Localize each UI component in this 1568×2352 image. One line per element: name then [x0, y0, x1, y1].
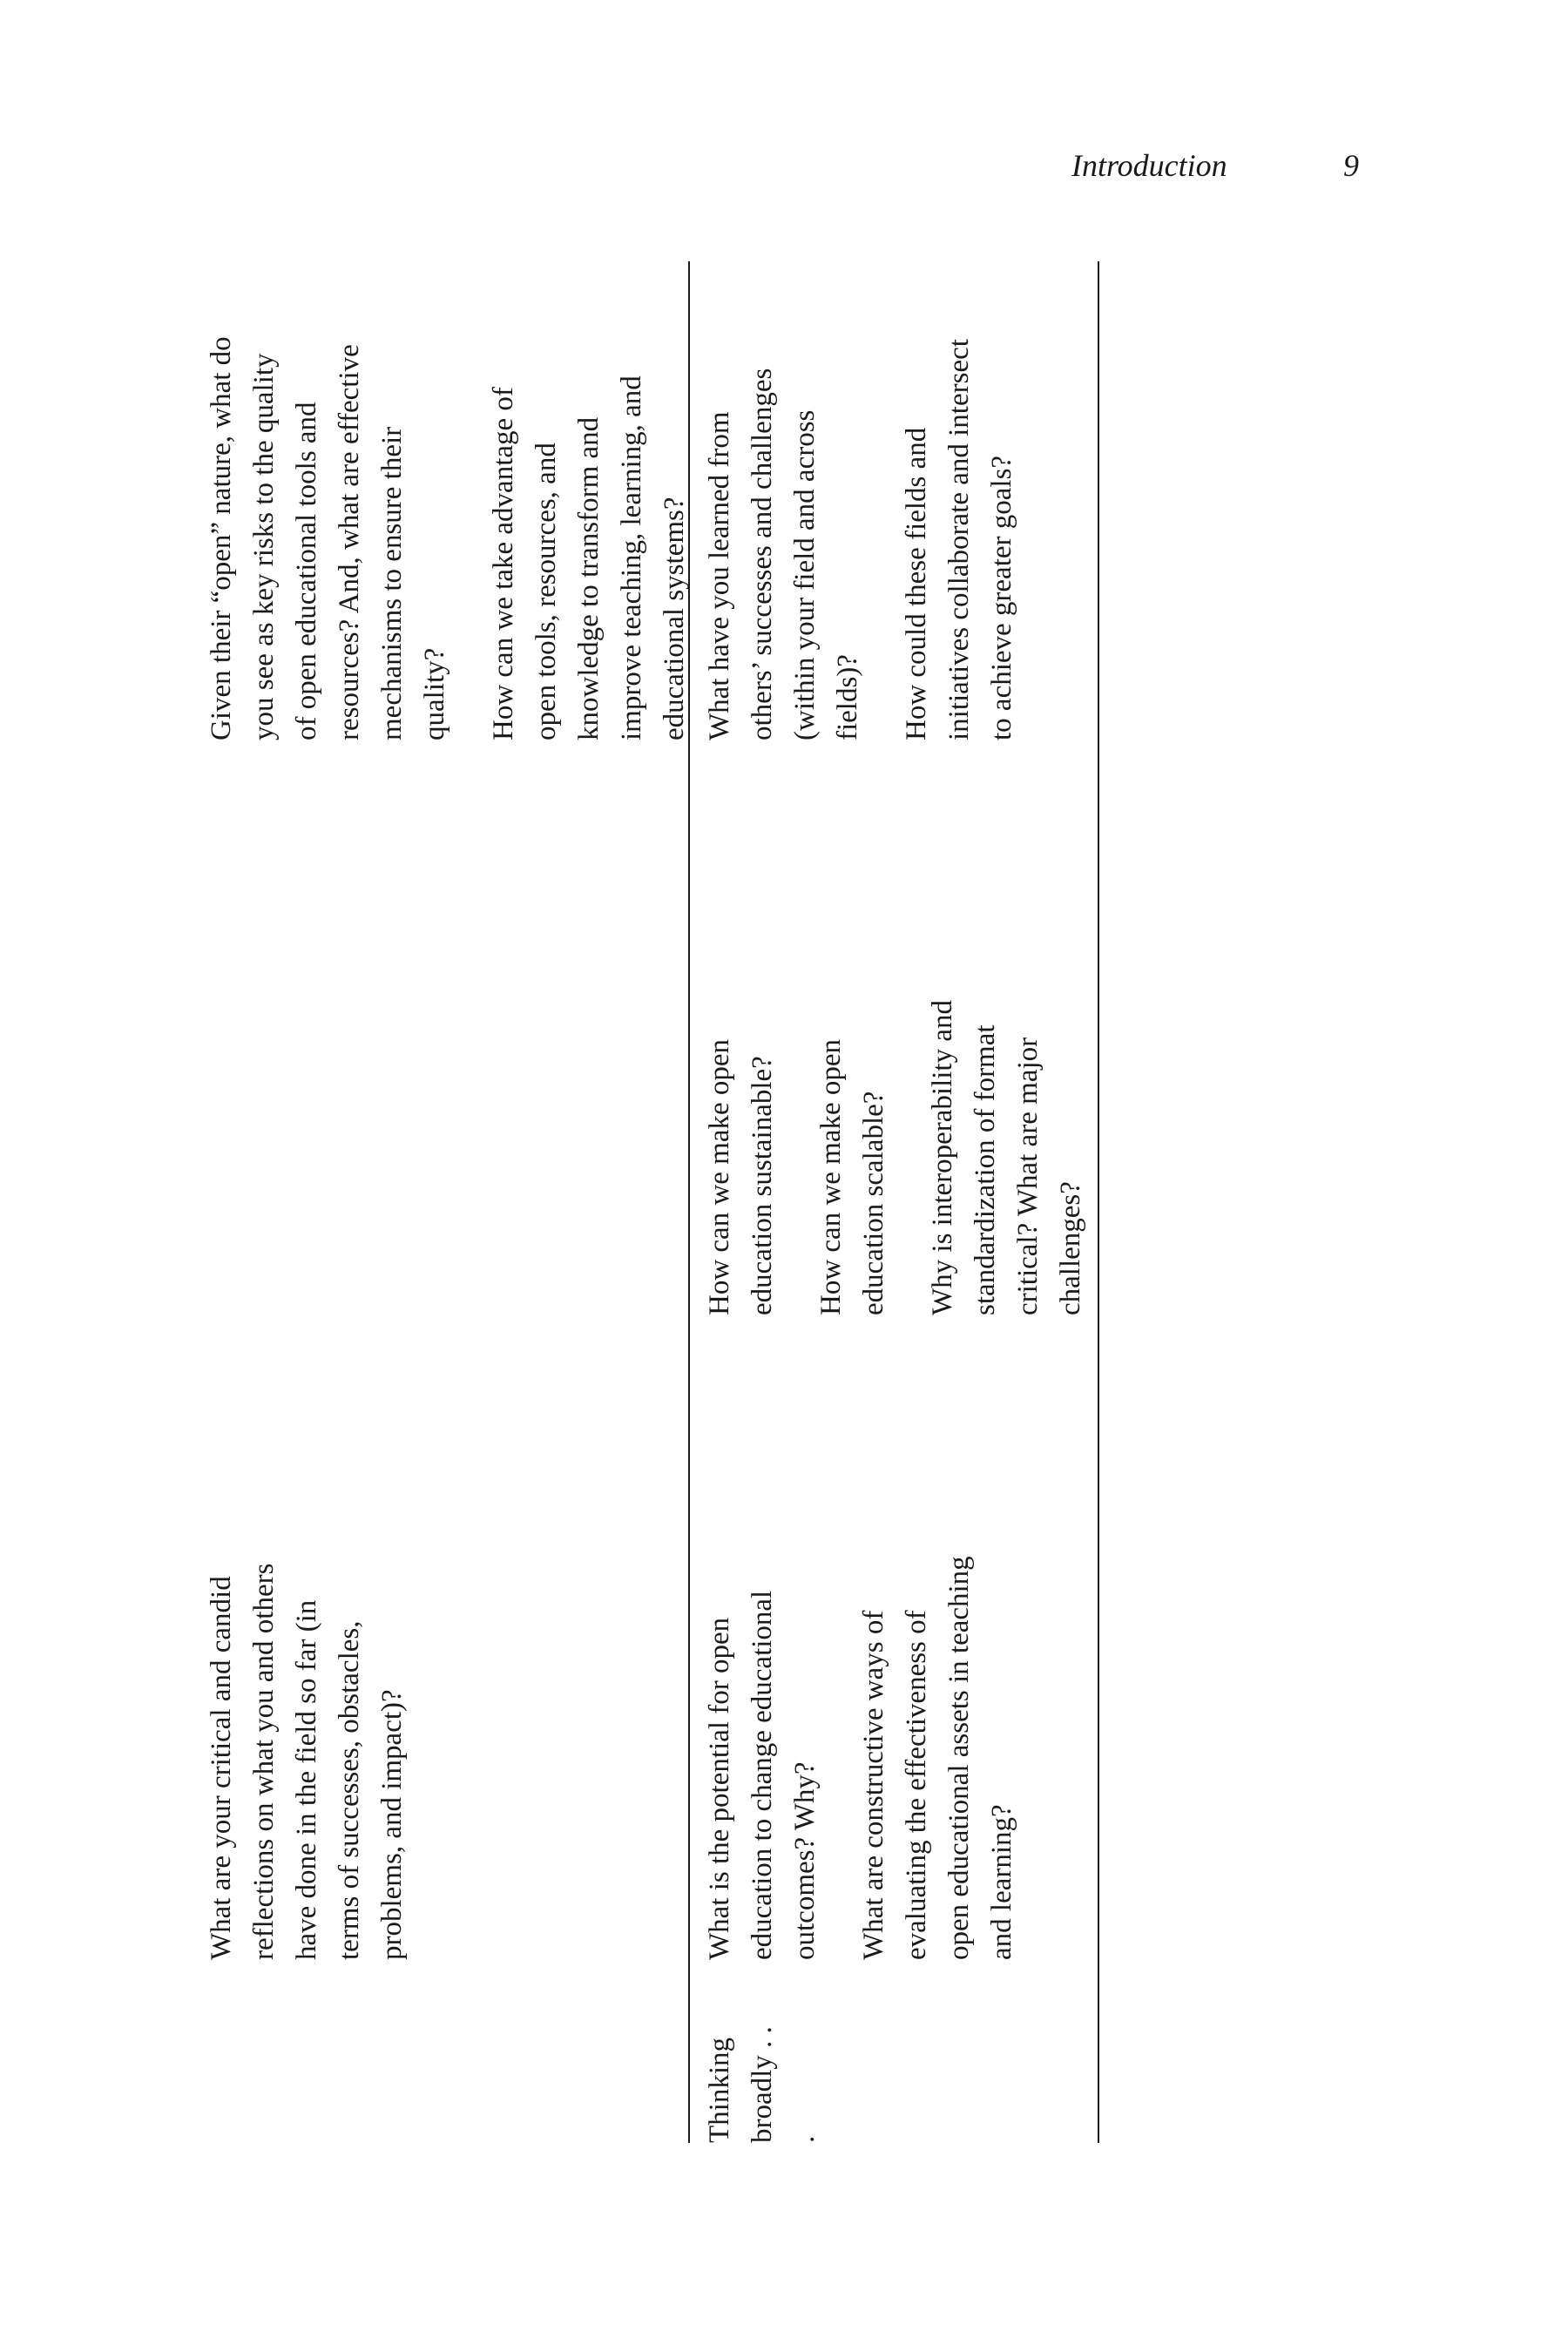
- top-row-col1: [200, 1551, 414, 1960]
- page-number: 9: [1343, 148, 1359, 183]
- running-head-title: Introduction: [1071, 148, 1227, 183]
- rotated-table: [200, 261, 1098, 2143]
- top-col3-para-2: How can we take advantage of open tools, resources, and knowledge to transform and improve teaching, learning, and educational systems?: [488, 375, 690, 740]
- bottom-row-col1: [699, 1551, 1024, 1960]
- top-col3-para-1: Given their “open” nature, what do you see as key risks to the quality of open educational tools and resources? And, what are effective mechanisms to ensure their quality?: [206, 336, 450, 740]
- bottom-col3-para-2: How could these fields and initiatives collaborate and intersect to achieve greater goals?: [901, 339, 1017, 740]
- bottom-col2-para-1: How can we make open education sustainable?: [704, 1038, 778, 1315]
- top-row-col3: [200, 331, 696, 740]
- bottom-row-col3: [699, 331, 1024, 740]
- top-col1-para-1: What are your critical and candid reflections on what you and others have done in the field so far (in terms of successes, obstacles, problems, and impact)?: [206, 1563, 408, 1960]
- row-label-thinking-broadly: Thinking broadly . . .: [704, 2026, 821, 2143]
- table-landscape: [200, 261, 1098, 2143]
- bottom-row-col2: [699, 932, 1092, 1315]
- bottom-col2-para-2: How can we make open education scalable?: [815, 1038, 889, 1315]
- bottom-col1-para-1: What is the potential for open education to change educational outcomes? Why?: [704, 1590, 821, 1960]
- table-rule-bottom: [1098, 261, 1099, 2143]
- bottom-col3-para-1: What have you learned from others’ successes and challenges (within your field and across fields)?: [704, 368, 863, 740]
- table-rule-middle: [688, 261, 690, 2143]
- bottom-col2-para-3: Why is interoperability and standardization of format critical? What are major challenges?: [927, 1000, 1086, 1315]
- bottom-col1-para-2: What are constructive ways of evaluating the effectiveness of open educational assets in teaching and learning?: [858, 1556, 1017, 1960]
